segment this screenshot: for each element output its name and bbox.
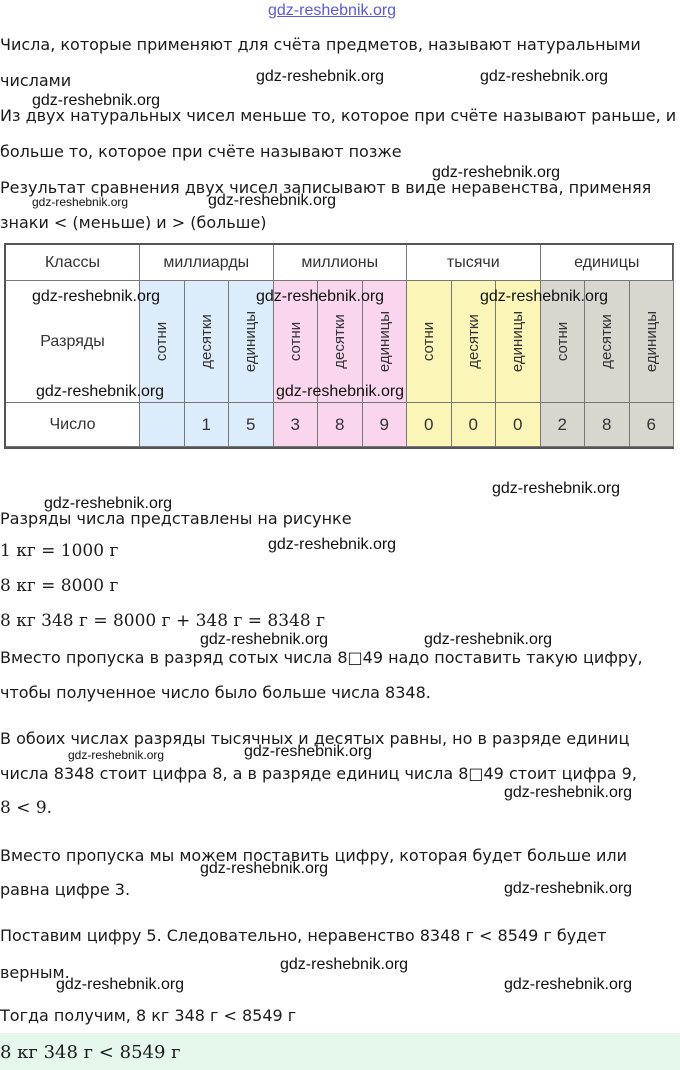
table-rank-label: сотни [553, 321, 571, 362]
table-rank-label: сотни [420, 321, 438, 362]
solution-text-line: Разряды числа представлены на рисунке [0, 509, 352, 528]
equation-line: 1 кг = 1000 г [0, 541, 119, 561]
table-rank-cell [630, 281, 675, 403]
watermark: gdz-reshebnik.org [200, 631, 329, 648]
watermark: gdz-reshebnik.org [424, 631, 553, 648]
table-class-header: миллиарды [140, 245, 274, 281]
watermark: gdz-reshebnik.org [268, 536, 397, 553]
solution-text-line: Тогда получим, 8 кг 348 г < 8549 г [0, 1006, 297, 1025]
table-digit-cell [140, 403, 185, 447]
watermark: gdz-reshebnik.org [208, 192, 337, 209]
solution-text-line: чтобы полученное число было больше числа 8348. [0, 683, 431, 702]
theory-text-line: числами [0, 71, 72, 90]
watermark: gdz-reshebnik.org [480, 68, 609, 85]
place-value-table [4, 243, 674, 449]
solution-text-line: Вместо пропуска в разряд сотых числа 8□49 надо поставить такую цифру, [0, 648, 643, 667]
solution-text-line: числа 8348 стоит цифра 8, а в разряде единиц числа 8□49 стоит цифра 9, [0, 764, 637, 783]
watermark: gdz-reshebnik.org [492, 480, 621, 497]
answer-line: 8 кг 348 г < 8549 г [0, 1042, 181, 1063]
table-rank-cell [407, 281, 452, 403]
watermark: gdz-reshebnik.org [68, 748, 165, 762]
table-rank-label: десятки [598, 314, 616, 369]
table-digit-cell: 3 [274, 403, 319, 447]
solution-text-line: Вместо пропуска мы можем поставить цифру, которая будет больше или [0, 846, 628, 865]
table-rank-label: десятки [331, 314, 349, 369]
table-number-label: Число [6, 403, 140, 447]
equation-line: 8 кг = 8000 г [0, 576, 119, 596]
solution-text-line: Поставим цифру 5. Следовательно, неравенство 8348 г < 8549 г будет [0, 926, 607, 945]
watermark: gdz-reshebnik.org [256, 68, 385, 85]
equation-line: 8 кг 348 г = 8000 г + 348 г = 8348 г [0, 611, 325, 631]
watermark: gdz-reshebnik.org [504, 784, 633, 801]
table-digit-cell: 2 [541, 403, 586, 447]
table-class-header: единицы [541, 245, 675, 281]
table-digit-cell: 1 [185, 403, 230, 447]
table-rank-label: десятки [197, 314, 215, 369]
theory-text-line: Из двух натуральных чисел меньше то, которое при счёте называют раньше, и [0, 106, 677, 125]
watermark: gdz-reshebnik.org [276, 383, 405, 400]
theory-text-line: больше то, которое при счёте называют позже [0, 142, 402, 161]
watermark: gdz-reshebnik.org [244, 743, 373, 760]
table-ranks-label: Разряды [6, 281, 140, 403]
table-rank-label: единицы [375, 310, 393, 373]
table-classes-label: Классы [6, 245, 140, 281]
watermark: gdz-reshebnik.org [256, 288, 385, 305]
theory-text-line: знаки < (меньше) и > (больше) [0, 213, 267, 232]
table-class-header: тысячи [407, 245, 541, 281]
watermark-top-link[interactable]: gdz-reshebnik.org [268, 2, 397, 19]
table-rank-cell [185, 281, 230, 403]
table-rank-label: десятки [464, 314, 482, 369]
watermark: gdz-reshebnik.org [56, 976, 185, 993]
table-rank-label: единицы [642, 310, 660, 373]
watermark: gdz-reshebnik.org [280, 956, 409, 973]
table-digit-cell: 0 [407, 403, 452, 447]
theory-text-line: Числа, которые применяют для счёта предметов, называют натуральными [0, 35, 641, 54]
watermark: gdz-reshebnik.org [36, 383, 165, 400]
table-class-header: миллионы [274, 245, 408, 281]
theory-text-line: Результат сравнения двух чисел записывают в виде неравенства, применяя [0, 178, 652, 197]
watermark: gdz-reshebnik.org [200, 860, 329, 877]
watermark: gdz-reshebnik.org [432, 164, 561, 181]
table-digit-cell: 9 [363, 403, 408, 447]
watermark: gdz-reshebnik.org [504, 880, 633, 897]
watermark: gdz-reshebnik.org [480, 288, 609, 305]
solution-text-line: В обоих числах разряды тысячных и десятых равны, но в разряде единиц [0, 729, 630, 748]
table-rank-label: сотни [286, 321, 304, 362]
solution-text-line: верным. [0, 963, 70, 982]
watermark: gdz-reshebnik.org [504, 976, 633, 993]
watermark: gdz-reshebnik.org [44, 495, 173, 512]
watermark: gdz-reshebnik.org [32, 288, 161, 305]
solution-text-line: равна цифре 3. [0, 880, 131, 899]
table-digit-cell: 8 [585, 403, 630, 447]
table-rank-label: единицы [509, 310, 527, 373]
table-digit-cell: 0 [496, 403, 541, 447]
table-rank-label: единицы [242, 310, 260, 373]
watermark: gdz-reshebnik.org [32, 92, 161, 109]
table-digit-cell: 6 [630, 403, 675, 447]
table-digit-cell: 0 [452, 403, 497, 447]
table-rank-label: сотни [153, 321, 171, 362]
equation-line: 8 < 9. [0, 798, 53, 818]
watermark: gdz-reshebnik.org [32, 195, 129, 209]
table-digit-cell: 8 [318, 403, 363, 447]
table-digit-cell: 5 [229, 403, 274, 447]
